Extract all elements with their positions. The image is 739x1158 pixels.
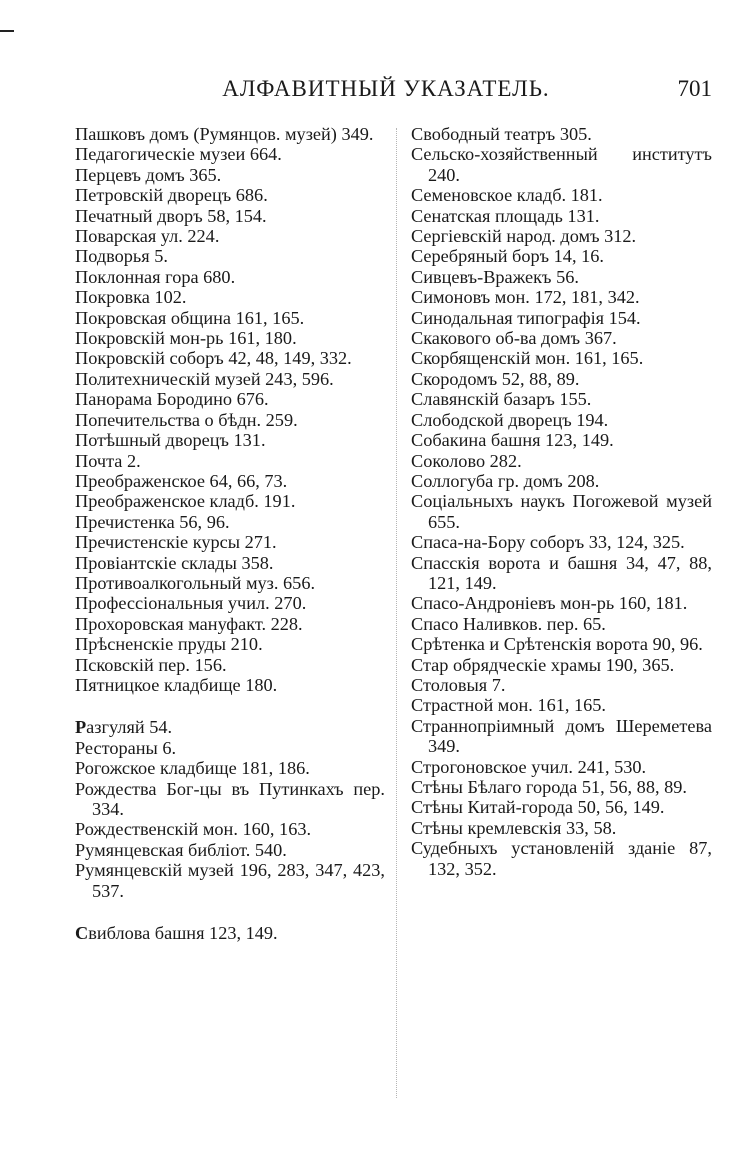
index-entry-text: Стѣны Бѣлаго города 51, 56, 88, 89. [411, 777, 687, 797]
index-entry-text: Спасо Наливков. пер. 65. [411, 613, 606, 634]
index-entry [411, 451, 712, 471]
index-entry-text: Панорама Бородино 676. [75, 389, 269, 410]
index-entry [75, 923, 385, 943]
index-entry-text: Скакового об-ва домъ 367. [411, 328, 617, 349]
index-entry-text: Пречистенскіе курсы 271. [75, 532, 277, 553]
index-entry-text: Соллогуба гр. домъ 208. [411, 470, 600, 491]
index-entry-text: Поклонная гора 680. [75, 266, 236, 287]
index-entry [411, 369, 712, 389]
index-entry [411, 389, 712, 409]
page-header [60, 76, 712, 106]
index-entry [75, 779, 385, 820]
index-entry [411, 757, 712, 777]
index-entry-text: Попечительства о бѣдн. 259. [75, 409, 298, 430]
index-entry-text: Псковскій пер. 156. [75, 654, 227, 675]
index-entry-text: Покровская община 161, 165. [75, 307, 305, 328]
index-entry [75, 369, 385, 389]
index-entry [411, 287, 712, 307]
index-entry [75, 348, 385, 368]
index-entry [411, 655, 712, 675]
index-entry-text: Перцевъ домъ 365. [75, 164, 222, 185]
index-entry-text: Поварская ул. 224. [75, 226, 220, 247]
index-entry [75, 634, 385, 654]
column-divider [396, 128, 397, 1098]
index-entry [75, 840, 385, 860]
index-entry [75, 185, 385, 205]
index-entry-text: Прѣсненскіе пруды 210. [75, 634, 263, 655]
index-entry-text: Пречистенка 56, 96. [75, 511, 230, 532]
index-entry [411, 838, 712, 879]
index-entry [411, 553, 712, 594]
index-entry-text: Стар обрядческіе храмы 190, 365. [411, 654, 675, 675]
index-entry-text: Рождества Бог-цы въ Путинкахъ пер. 334. [75, 778, 385, 819]
index-entry-text: Стѣны Китай-города 50, 56, 149. [411, 797, 665, 818]
index-entry [411, 226, 712, 246]
index-entry [75, 593, 385, 613]
index-entry-text: Срѣтенка и Срѣтенскія ворота 90, 96. [411, 634, 703, 655]
index-entry [411, 797, 712, 817]
index-entry-text: виблова башня 123, 149. [88, 923, 278, 944]
index-entry [75, 124, 385, 144]
index-entry-text: Страстной мон. 161, 165. [411, 695, 606, 716]
index-entry [411, 614, 712, 634]
index-entry-text: Противоалкогольный муз. 656. [75, 572, 316, 593]
index-entry-text: Стѣны кремлевскія 33, 58. [411, 817, 617, 838]
index-entry [75, 308, 385, 328]
index-entry [411, 124, 712, 144]
index-entry-text: Пятницкое кладбище 180. [75, 674, 278, 695]
index-entry [75, 471, 385, 491]
index-entry [411, 471, 712, 491]
index-column-right [411, 124, 712, 879]
index-entry-text: Педагогическіе музеи 664. [75, 144, 282, 165]
index-entry [411, 267, 712, 287]
index-entry-text: Румянцевская библіот. 540. [75, 839, 287, 860]
index-entry [411, 144, 712, 185]
index-entry-text: Слободской дворецъ 194. [411, 409, 609, 430]
index-entry [75, 226, 385, 246]
index-entry [75, 614, 385, 634]
index-entry [75, 491, 385, 511]
index-entry-text: Строгоновское учил. 241, 530. [411, 756, 647, 777]
index-entry [411, 675, 712, 695]
index-entry [75, 655, 385, 675]
index-entry-text: Спасо-Андроніевъ мон-рь 160, 181. [411, 593, 688, 614]
index-entry [75, 738, 385, 758]
index-column-left [75, 124, 385, 943]
index-entry-text: Рестораны 6. [75, 737, 177, 758]
index-entry [411, 185, 712, 205]
index-entry-text: Спасскія ворота и башня 34, 47, 88, 121, 149. [411, 552, 712, 593]
index-entry [75, 287, 385, 307]
index-entry [411, 634, 712, 654]
index-entry-text: Прохоровская мануфакт. 228. [75, 613, 303, 634]
section-initial-letter: Р [75, 717, 87, 738]
index-entry-text: Покровскій соборъ 42, 48, 149, 332. [75, 348, 352, 369]
index-entry [411, 328, 712, 348]
index-entry [411, 206, 712, 226]
page-title: АЛФАВИТНЫЙ УКАЗАТЕЛЬ. [222, 76, 550, 101]
index-entry-text: Печатный дворъ 58, 154. [75, 205, 267, 226]
index-entry [75, 451, 385, 471]
index-entry-text: Семеновское кладб. 181. [411, 185, 603, 206]
index-entry [75, 165, 385, 185]
index-entry-text: Серебряный боръ 14, 16. [411, 246, 604, 267]
index-entry-text: азгуляй 54. [86, 717, 173, 738]
index-entry-text: Сергіевскій народ. домъ 312. [411, 226, 637, 247]
index-entry-text: Соціальныхъ наукъ Погожевой музей 655. [411, 491, 712, 532]
index-entry-text: Рогожское кладбище 181, 186. [75, 758, 310, 779]
index-entry [411, 348, 712, 368]
index-entry [75, 532, 385, 552]
index-entry [411, 246, 712, 266]
index-entry-text: Профессіональныя учил. 270. [75, 593, 307, 614]
index-entry [411, 410, 712, 430]
index-entry-text: Скорбященскій мон. 161, 165. [411, 348, 644, 369]
index-entry [75, 573, 385, 593]
index-entry-text: Сивцевъ-Вражекъ 56. [411, 266, 579, 287]
index-entry-text: Славянскій базаръ 155. [411, 389, 592, 410]
index-entry-text: Синодальная типографія 154. [411, 307, 641, 328]
index-entry [75, 410, 385, 430]
section-initial-letter: С [75, 923, 89, 944]
index-entry [75, 430, 385, 450]
index-entry-text: Сенатская площадь 131. [411, 205, 600, 226]
index-entry [411, 532, 712, 552]
index-entry [75, 267, 385, 287]
index-entry-text: Политехническій музей 243, 596. [75, 368, 334, 389]
index-entry-text: Покровка 102. [75, 287, 187, 308]
index-entry [411, 308, 712, 328]
index-entry-text: Преображенское 64, 66, 73. [75, 470, 288, 491]
section-gap [75, 695, 385, 717]
index-entry [411, 593, 712, 613]
index-entry [75, 819, 385, 839]
index-entry [75, 246, 385, 266]
index-entry-text: Потѣшный дворецъ 131. [75, 430, 266, 451]
index-entry-text: Судебныхъ установленій зданіе 87, 132, 352. [411, 838, 712, 879]
index-entry [75, 389, 385, 409]
corner-mark [0, 30, 14, 32]
index-entry-text: Собакина башня 123, 149. [411, 430, 614, 451]
index-entry-text: Провіантскіе склады 358. [75, 552, 274, 573]
index-entry [411, 491, 712, 532]
index-entry-text: Спаса-на-Бору соборъ 33, 124, 325. [411, 532, 685, 553]
index-entry [75, 144, 385, 164]
index-entry-text: Столовыя 7. [411, 674, 506, 695]
section-gap [75, 901, 385, 923]
index-entry [75, 758, 385, 778]
index-entry-text: Страннопріимный домъ Шереметева 349. [411, 715, 712, 757]
index-entry [411, 777, 712, 797]
index-entry-text: Покровскій мон-рь 161, 180. [75, 328, 297, 349]
index-entry [411, 818, 712, 838]
index-entry-text: Румянцевскій музей 196, 283, 347, 423, 537. [75, 860, 385, 901]
page-number: 701 [677, 76, 712, 101]
index-entry [75, 860, 385, 901]
index-entry-text: Подворья 5. [75, 246, 168, 267]
index-entry [75, 512, 385, 532]
index-entry-text: Преображенское кладб. 191. [75, 491, 296, 512]
index-entry [411, 695, 712, 715]
index-entry [75, 206, 385, 226]
index-entry [75, 675, 385, 695]
index-entry [411, 716, 712, 757]
index-entry-text: Пашковъ домъ (Румянцов. музей) 349. [75, 124, 374, 144]
index-entry-text: Соколово 282. [411, 450, 522, 471]
index-entry-text: Сельско-хозяйственный институтъ 240. [411, 144, 712, 185]
index-entry-text: Свободный театръ 305. [411, 124, 592, 144]
index-entry-text: Рождественскій мон. 160, 163. [75, 819, 312, 840]
index-entry-text: Симоновъ мон. 172, 181, 342. [411, 287, 640, 308]
index-entry [75, 717, 385, 737]
index-entry-text: Петровскій дворецъ 686. [75, 185, 268, 206]
index-entry [75, 328, 385, 348]
index-entry [75, 553, 385, 573]
index-entry-text: Скородомъ 52, 88, 89. [411, 368, 580, 389]
index-entry [411, 430, 712, 450]
index-entry-text: Почта 2. [75, 450, 141, 471]
